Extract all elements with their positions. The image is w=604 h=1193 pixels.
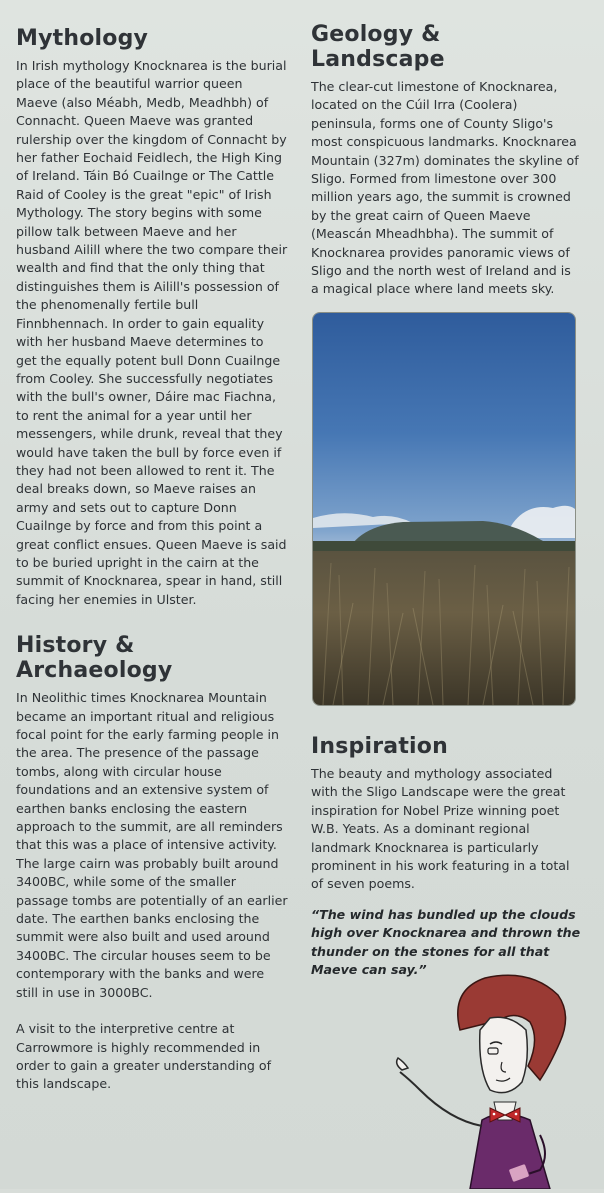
history-text: In Neolithic times Knocknarea Mountain became an important ritual and religious focal point for the early farming people in the area. The presence of the passage tombs, along with circular house foundations and an extensive system of earthen banks enclosing the eastern approach to the summit, are all reminders that this was a place of intensive activity. The large cairn was probably built around 3400BC, while some of the smaller passage tombs are potentially of an earlier date. The earthen banks enclosing the summit were also built and used around 3400BC. The circular houses seem to be contemporary with the banks and were still in use in 3000BC. bbox=[16, 690, 288, 1000]
left-column bbox=[16, 26, 288, 1094]
history-heading: History & Archaeology bbox=[16, 633, 173, 684]
inspiration-heading: Inspiration bbox=[311, 734, 448, 759]
geology-heading: Geology & Landscape bbox=[311, 22, 445, 72]
right-column bbox=[311, 22, 581, 299]
inspiration-text: The beauty and mythology associated with the Sligo Landscape were the great inspiration for Nobel Prize winning poet W.B. Yeats. As a dominant regional landmark Knocknarea is particularly prominent in his work featuring in a total of seven poems. bbox=[311, 766, 570, 892]
mythology-text: In Irish mythology Knocknarea is the burial place of the beautiful warrior queen Maeve (also Méabh, Medb, Meadhbh) of Connacht. Queen Maeve was granted rulership over the kingdom of Connacht by her father Eochaid Feidlech, the High King of Ireland. Táin Bó Cuailnge or The Cattle Raid of Cooley is the great "epic" of Irish Mythology. The story begins with some pillow talk between Maeve and her husband Ailill where the two compare their wealth and find that the only thing that distinguishes them is Ailill's possession of the phenomenally fertile bull Finnbhennach. In order to gain equality with her husband Maeve determines to get the equally potent bull Donn Cuailnge from Cooley. She successfully negotiates with the bull's owner, Dáire mac Fiachna, to rent the animal for a year until her messengers, while drunk, reveal that they would have taken the bull by force even if they had not been allowed to rent it. The deal breaks down, so Maeve raises an army and sets out to capture Donn Cuailnge by force and from this point a great conflict ensues. Queen Maeve is said to be buried upright in the cairn at the summit of Knocknarea, spear in hand, still facing her enemies in Ulster. bbox=[16, 58, 288, 607]
history-text-visit: A visit to the interpretive centre at Carrowmore is highly recommended in order to gain a greater understanding of this landscape. bbox=[16, 1021, 272, 1092]
yeats-quote: “The wind has bundled up the clouds high over Knocknarea and thrown the thunder on the stones for all that Maeve can say.” bbox=[311, 906, 581, 978]
mythology-heading: Mythology bbox=[16, 26, 149, 51]
knocknarea-photo bbox=[312, 312, 576, 706]
inspiration-section bbox=[311, 734, 581, 979]
yeats-cartoon-illustration bbox=[390, 970, 580, 1189]
geology-text: The clear-cut limestone of Knocknarea, located on the Cúil Irra (Coolera) peninsula, forms one of County Sligo's most conspicuous landmarks. Knocknarea Mountain (327m) dominates the skyline of Sligo. Formed from limestone over 300 million years ago, the summit is crowned by the great cairn of Queen Maeve (Meascán Mheadhbha). The summit of Knocknarea provides panoramic views of Sligo and the north west of Ireland and is a magical place where land meets sky. bbox=[311, 79, 579, 297]
